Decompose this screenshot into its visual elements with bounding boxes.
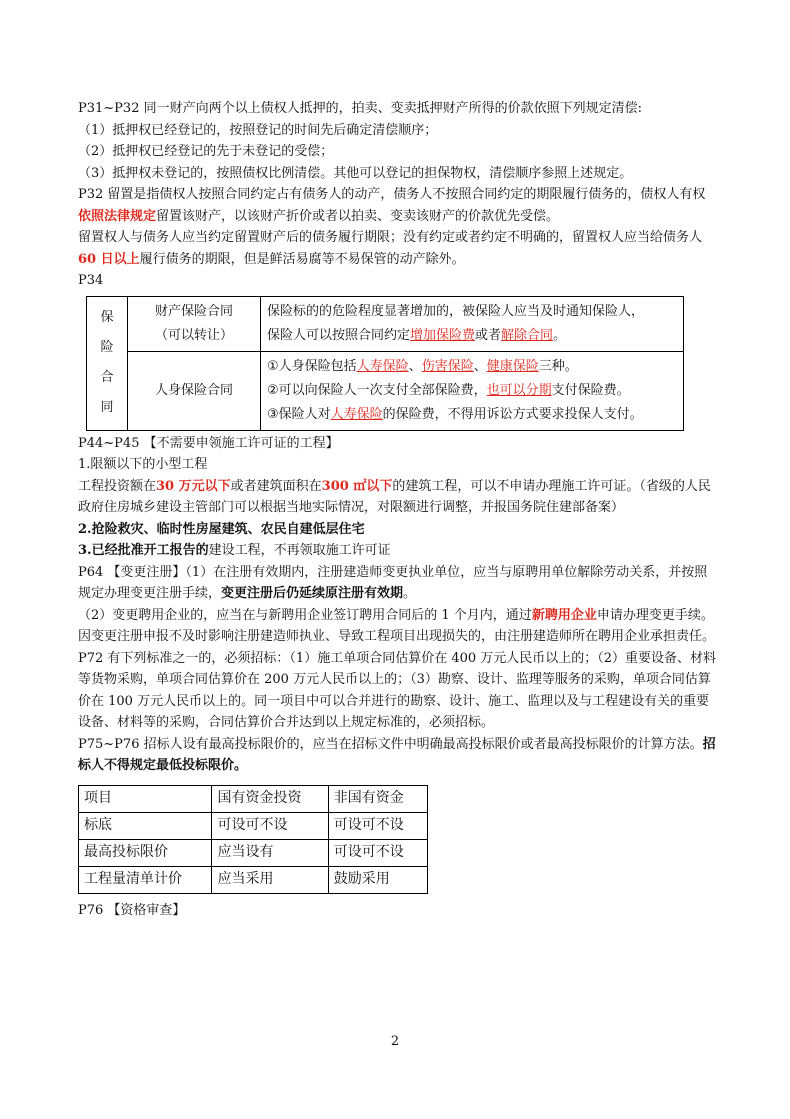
p72-paragraph: P72 有下列标准之一的，必须招标：（1）施工单项合同估算价在 400 万元人民币以上的；（2）重要设备、材料等货物采购，单项合同估算价在 200 万元人民币以上的；（3）勘察、设计、监理等服务的采购，单项合同估算价在 100 万元人民币以上的。同一项目中可以合并进行的勘察、设计、施工、监理以及与工程建设有关的重要设备、材料等的采购，合同估算价合并达到以上规定标准的，必须招标。 (78, 650, 717, 730)
p44-section-3: 3.已经批准开工报告的建设工程，不再领取施工许可证 (78, 543, 391, 558)
p32-paragraph-2: 留置权人与债务人应当约定留置财产后的债务履行期限；没有约定或者约定不明确的，留置权人应当给债务人60 日以上履行债务的期限，但是鲜活易腐等不易保管的动产除外。 (78, 230, 703, 267)
p31-intro: P31~P32 同一财产向两个以上债权人抵押的，拍卖、变卖抵押财产所得的价款依照下列规定清偿: (78, 101, 642, 116)
highlight-60-days: 60 日以上 (78, 251, 140, 267)
document-body (78, 98, 718, 921)
p44-title: P44~P45 【不需要申领施工许可证的工程】 (78, 435, 339, 451)
table-row: 工程量清单计价 应当采用 鼓励采用 (79, 866, 428, 893)
p64-paragraph-1: P64 【变更注册】（1）在注册有效期内，注册建造师变更执业单位，应当与原聘用单位解除劳动关系，并按照规定办理变更注册手续，变更注册后仍延续原注册有效期。 (78, 564, 708, 601)
highlight-legal: 依照法律规定 (78, 208, 157, 224)
p44-section-2: 2.抢险救灾、临时性房屋建筑、农民自建低层住宅 (78, 521, 365, 537)
table-row (87, 296, 684, 351)
table-row (87, 351, 684, 430)
p44-section-1-text: 工程投资额在30 万元以下或者建筑面积在300 ㎡以下的建筑工程，可以不申请办理施工许可证。（省级的人民政府住房城乡建设主管部门可以根据当地实际情况，对限额进行调整，并报国务院住建部备案） (78, 478, 711, 515)
p31-item-3: （3）抵押权未登记的，按照债权比例清偿。其他可以登记的担保物权，清偿顺序参照上述规定。 (78, 165, 633, 181)
page-number: 2 (390, 1034, 400, 1049)
p34-label: P34 (78, 273, 104, 288)
property-insurance-type: 财产保险合同 （可以转让） (128, 296, 261, 351)
insurance-main-cell: 保 险 合 同 (87, 296, 128, 430)
table-row: 最高投标限价 应当设有 可设可不设 (79, 839, 428, 866)
p75-paragraph: P75~P76 招标人设有最高投标限价的，应当在招标文件中明确最高投标限价或者最高投标限价的计算方法。招标人不得规定最低投标限价。 (78, 736, 716, 773)
p64-paragraph-2: （2）变更聘用企业的，应当在与新聘用企业签订聘用合同后的 1 个月内，通过新聘用企业申请办理变更手续。因变更注册申报不及时影响注册建造师执业、导致工程项目出现损失的，由注册建造师所在聘用企业承担责任。 (78, 607, 716, 644)
property-insurance-desc: 保险标的的危险程度显著增加的，被保险人应当及时通知保险人， 保险人可以按照合同约定增加保险费或者解除合同。 (261, 296, 684, 351)
life-insurance-desc: ①人身保险包括人寿保险、伤害保险、健康保险三种。 ②可以向保险人一次支付全部保险费，也可以分期支付保险费。 ③保险人对人寿保险的保险费，不得用诉讼方式要求投保人支付。 (261, 351, 684, 430)
p44-section-1: 1.限额以下的小型工程 (78, 457, 208, 472)
p32-paragraph-1: P32 留置是指债权人按照合同约定占有债务人的动产，债务人不按照合同约定的期限履行债务的，债权人有权依照法律规定留置该财产，以该财产折价或者以拍卖、变卖该财产的价款优先受偿。 (78, 187, 706, 224)
table-row: 标底 可设可不设 可设可不设 (79, 812, 428, 839)
insurance-contract-table (86, 296, 684, 431)
life-insurance-type: 人身保险合同 (128, 351, 261, 430)
p31-item-2: （2）抵押权已经登记的先于未登记的受偿； (78, 144, 334, 159)
table-header-row: 项目 国有资金投资 非国有资金 (79, 785, 428, 812)
p31-item-1: （1）抵押权已经登记的，按照登记的时间先后确定清偿顺序； (78, 122, 438, 138)
p76-title: P76 【资格审查】 (78, 902, 186, 918)
bid-limit-table (78, 785, 428, 894)
